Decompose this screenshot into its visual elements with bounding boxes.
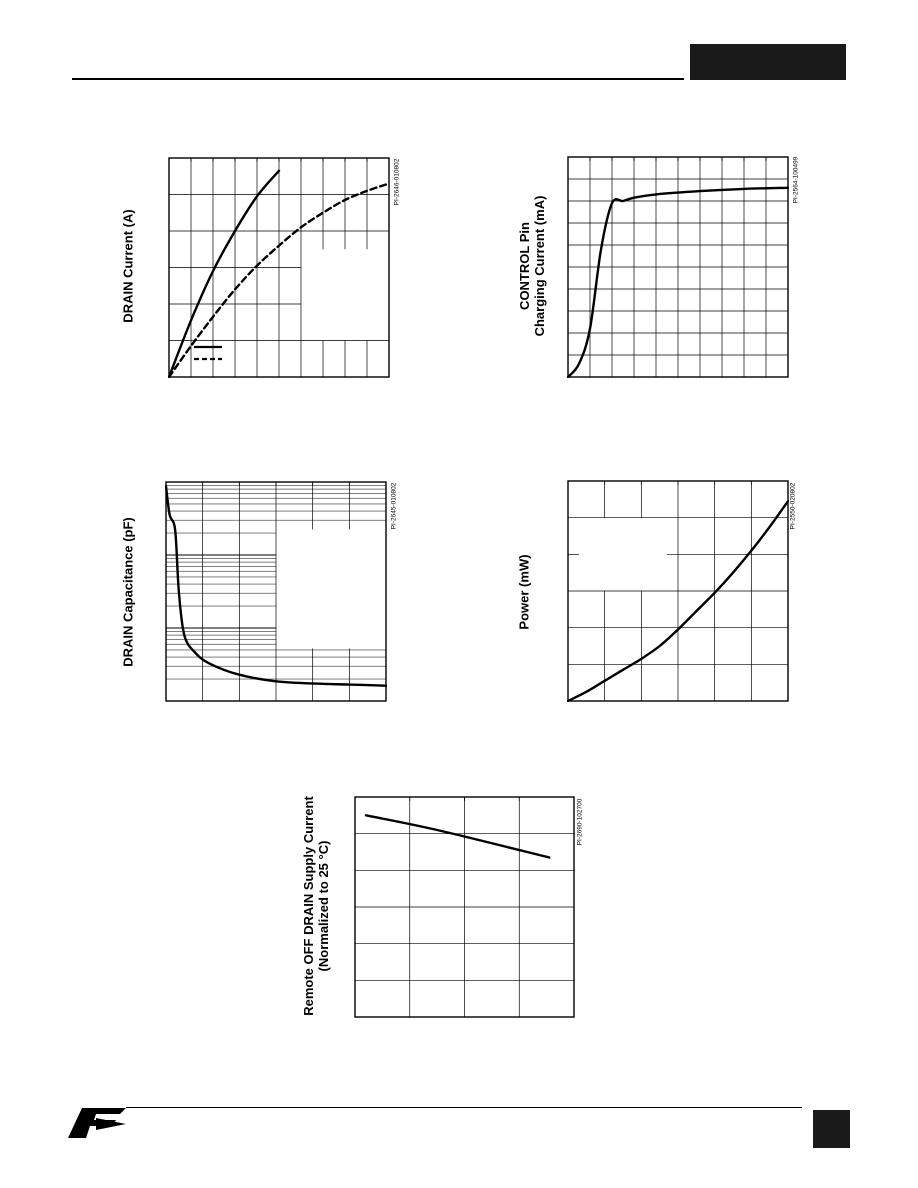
drain-capacitance-ylabel: DRAIN Capacitance (pF) — [120, 517, 136, 667]
remote-off-chart — [354, 796, 575, 1018]
drain-capacitance-figure-id: PI-2645-010802 — [390, 482, 398, 530]
control-charging-figure-id: PI-2564-100499 — [792, 156, 800, 204]
power-chart — [567, 480, 789, 702]
series-line-1 — [169, 171, 279, 377]
control-charging-chart — [567, 156, 789, 378]
control-charging-ylabel-line1: CONTROL Pin — [517, 222, 532, 310]
drain-current-ylabel: DRAIN Current (A) — [120, 209, 136, 323]
company-logo — [68, 1108, 126, 1138]
remote-off-ylabel — [301, 796, 331, 1016]
drain-current-figure-id: PI-2646-010802 — [393, 158, 401, 206]
control-charging-ylabel — [517, 196, 547, 337]
power-ylabel: Power (mW) — [516, 554, 532, 630]
drain-capacitance-chart — [165, 481, 387, 702]
logo-arrow — [96, 1118, 126, 1130]
remote-off-ylabel-line1: Remote OFF DRAIN Supply Current — [301, 796, 316, 1016]
header-rule — [72, 78, 684, 80]
remote-off-ylabel-line2: (Normalized to 25 °C) — [316, 840, 331, 972]
power-figure-id: PI-2550-020802 — [789, 482, 797, 530]
control-charging-ylabel-line2: Charging Current (mA) — [532, 195, 547, 337]
page-number-block — [813, 1110, 850, 1148]
remote-off-figure-id: PI-2690-102700 — [576, 798, 584, 846]
drain-current-chart — [168, 157, 390, 378]
series-line-1 — [366, 815, 549, 857]
header-block — [690, 44, 846, 80]
footer-rule — [126, 1107, 802, 1108]
